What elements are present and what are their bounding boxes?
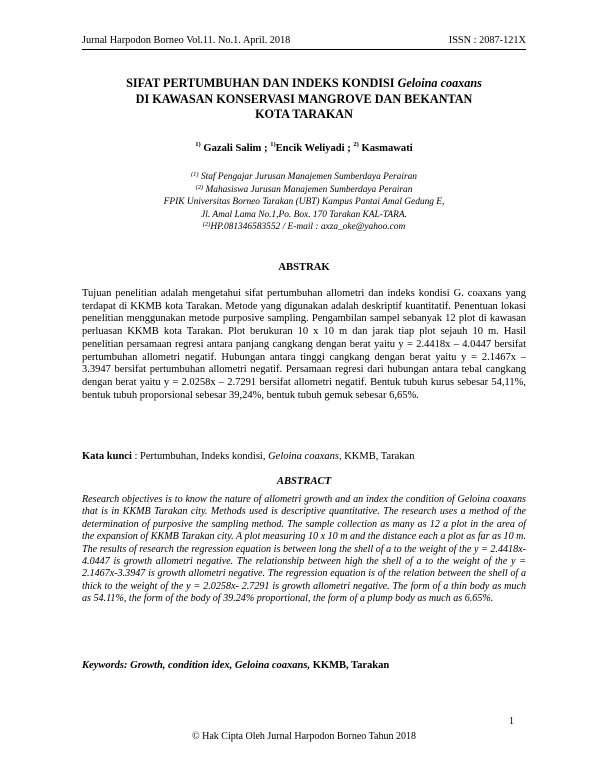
abstrak-heading: ABSTRAK — [278, 262, 330, 273]
contact-line: $^{(2)}$HP.081346583552 / E-mail : axza_oke@yahoo.com — [202, 221, 406, 233]
title-line-2: DI KAWASAN KONSERVASI MANGROVE DAN BEKANTAN — [135, 91, 473, 106]
affiliation-line: $^{(1)}$ Staf Pengajar Jurusan Manajemen Sumberdaya Perairan — [191, 171, 417, 182]
abstrak-text: Tujuan penelitian adalah mengetahui sifat pertumbuhan allometri dan indeks kondisi G. coaxans yang terdapat di KKMB kota Tarakan. Metode yang digunakan adalah deskriptif kuantitatif. Penentuan lokasi penelitian menggunakan metode purposive sampling. Pengambilan sampel sebanyak 12 plot di kawasan perluasan KKMB kota Tarakan. Plot berukuran 10 x 10 m dan jarak tiap plot sejauh 10 m. Hasil penelitian persamaan regresi antara panjang cangkang dengan berat yaitu y = 2.4418x – 4.0447 bersifat pertumbuhan allometri negatif. Hubungan antara tinggi cangkang dengan berat yaitu y = 2.1467x – 3.3947 bersifat pertumbuhan allometri negatif. Persamaan regresi dari hubungan antara tebal cangkang dengan berat yaitu y = 2.0258x – 2.7291 bersifat allometri negatif. Bentuk tubuh kurus sebesar 54,11%, bentuk tubuh proporsional sebesar 39,24%, bentuk tubuh gemuk sebesar 6,65%. — [82, 288, 526, 401]
title-line-1: SIFAT PERTUMBUHAN DAN INDEKS KONDISI Geloina coaxans — [126, 76, 482, 90]
author: $^{1)}$ Gazali Salim ; — [195, 141, 271, 154]
title-line-3: KOTA TARAKAN — [255, 107, 353, 121]
issn: ISSN : 2087-121X — [448, 35, 526, 46]
journal-name: Jurnal Harpodon Borneo Vol.11. No.1. April. 2018 — [82, 35, 291, 46]
affiliations — [82, 171, 526, 234]
author: $^{1)}$Encik Weliyadi ; — [270, 141, 354, 154]
page-number: 1 — [509, 716, 514, 727]
species-name: Geloina coaxans — [397, 76, 482, 90]
paper-title — [82, 76, 526, 123]
running-header — [82, 35, 526, 50]
author: $^{2)}$ Kasmawati — [353, 141, 413, 154]
keywords: Keywords: Growth, condition idex, Geloina coaxans, KKMB, Tarakan — [82, 660, 390, 671]
abstract-heading: ABSTRACT — [276, 476, 332, 487]
affiliation-line: FPIK Universitas Borneo Tarakan (UBT) Kampus Pantai Amal Gedung E, — [163, 197, 445, 208]
affiliation-line: Jl. Amal Lama No.1,Po. Box. 170 Tarakan KAL-TARA. — [201, 209, 407, 220]
abstract-text: Research objectives is to know the nature of allometri growth and an index the condition of Geloina coaxans that is in KKMB Tarakan city. Methods used is descriptive quantitative. The research uses a method of the determination of purposive the sampling method. The sample collection as many as 12 a plot in the area of the expansion of KKMB Tarakan city. A plot measuring 10 x 10 m and the distance each a plot as far as 10 m. The results of research the regression equation is between long the shell of a to the weight of the y = 2.4418x-4.0447 is growth allometri negative. The relationship between high the shell of a to the weight of the y = 2.1467x-3.3947 is growth allometri negative. The regression equation is of the relation between the shell of a thick to the weight of the y = 2.0258x- 2.7291 is growth allometri negative. The form of a thin body as much as 54.11%, the form of the body of 39.24% proportional, the form of a plump body as much as 6.65%. — [82, 494, 526, 605]
copyright-footer: © Hak Cipta Oleh Jurnal Harpodon Borneo Tahun 2018 — [192, 731, 416, 742]
author-list — [82, 143, 526, 154]
affiliation-line: $^{(2)}$ Mahasiswa Jurusan Manajemen Sumberdaya Perairan — [195, 183, 413, 195]
kata-kunci: Kata kunci : Pertumbuhan, Indeks kondisi, Geloina coaxans, KKMB, Tarakan — [82, 451, 415, 462]
